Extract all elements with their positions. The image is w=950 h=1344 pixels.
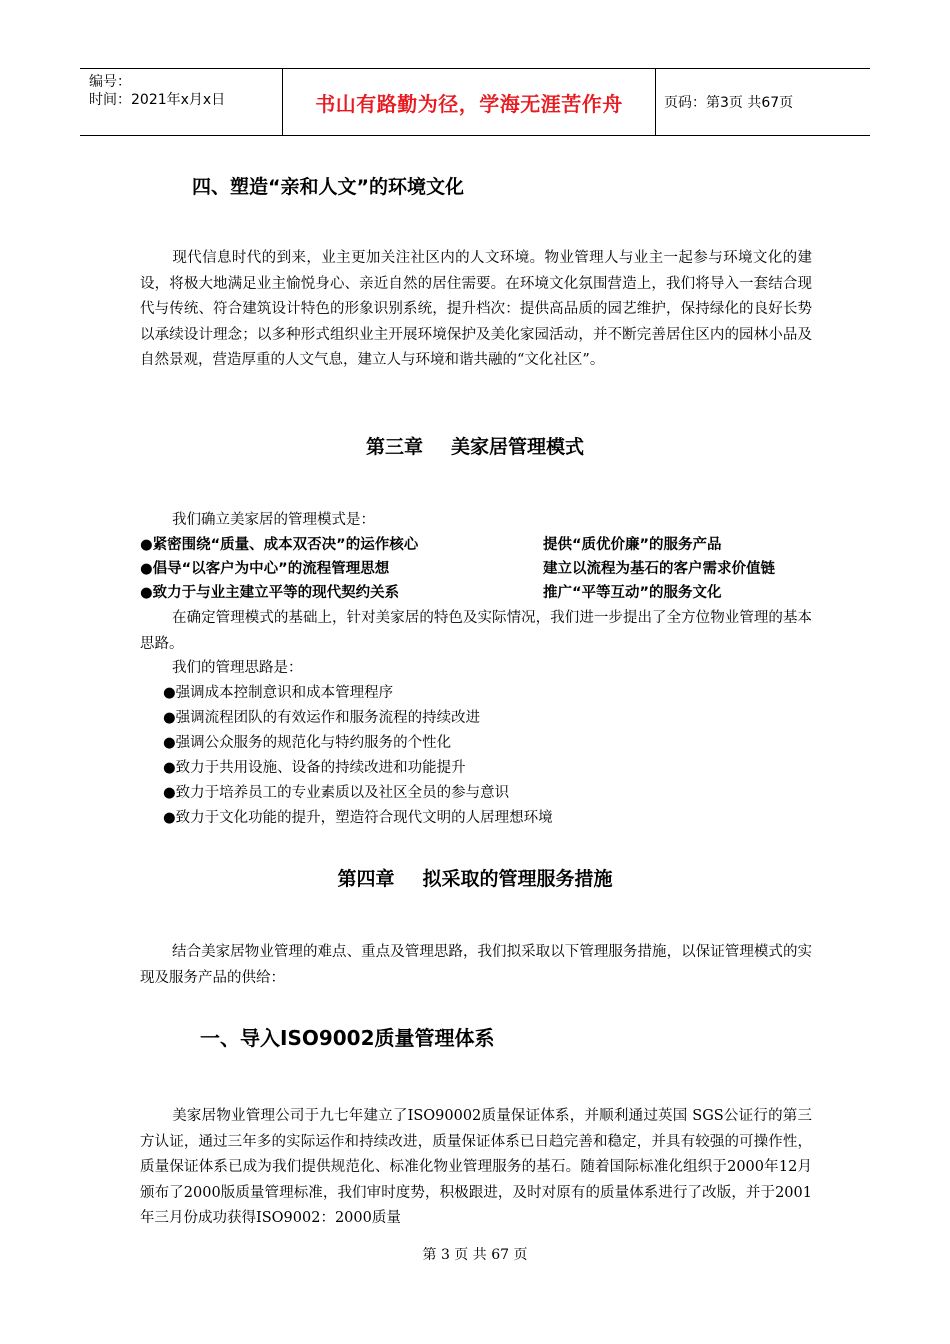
mode-row [140, 581, 820, 605]
thinking-list-item: ●致力于培养员工的专业素质以及社区全员的参与意识 [163, 785, 510, 801]
thinking-list-item: ●强调成本控制意识和成本管理程序 [163, 685, 394, 701]
page-header [80, 68, 870, 136]
thinking-list-item: ●强调流程团队的有效运作和服务流程的持续改进 [163, 710, 481, 726]
header-page-info-cell [656, 69, 870, 135]
chapter4-title: 拟采取的管理服务措施 [422, 868, 613, 890]
chapter4-number: 第四章 [337, 868, 395, 890]
section1-paragraph: 美家居物业管理公司于九七年建立了ISO90002质量保证体系，并顺利通过英国 SGS公证行的第三方认证，通过三年多的实际运作和持续改进，质量保证体系已日趋完善和稳定，并具有较强的可操作性，质量保证体系已成为我们提供规范化、标准化物业管理服务的基石。随着国际标准化组织于2000年12月颁布了2000版质量管理标准，我们审时度势，积极跟进，及时对原有的质量体系进行了改版，并于2001年三月份成功获得ISO9002：2000质量 [140, 1108, 812, 1226]
header-left-cell [80, 69, 282, 135]
thinking-list-item: ●致力于共用设施、设备的持续改进和功能提升 [163, 760, 466, 776]
chapter3-title: 美家居管理模式 [451, 436, 585, 458]
mode-left: ●倡导“以客户为中心”的流程管理思想 [140, 561, 390, 577]
chapter3-basis-paragraph: 在确定管理模式的基础上，针对美家居的特色及实际情况，我们进一步提出了全方位物业管理的基本思路。 [140, 610, 812, 652]
header-motto: 书山有路勤为径，学海无涯苦作舟 [315, 91, 623, 116]
header-date-label: 时间：2021年x月x日 [89, 92, 226, 108]
section1-heading: 一、导入ISO9002质量管理体系 [200, 1026, 495, 1050]
mode-right: 提供“质优价廉”的服务产品 [543, 537, 722, 553]
chapter3-intro: 我们确立美家居的管理模式是： [172, 512, 375, 528]
thinking-list-item: ●强调公众服务的规范化与特约服务的个性化 [163, 735, 452, 751]
mode-row [140, 557, 820, 581]
thinking-list-item: ●致力于文化功能的提升，塑造符合现代文明的人居理想环境 [163, 810, 553, 826]
mode-left: ●致力于与业主建立平等的现代契约关系 [140, 585, 400, 601]
chapter3-thinking-intro: 我们的管理思路是： [172, 660, 303, 676]
page-footer: 第 3 页 共 67 页 [422, 1247, 528, 1263]
mode-right: 建立以流程为基石的客户需求价值链 [543, 561, 775, 577]
chapter4-paragraph: 结合美家居物业管理的难点、重点及管理思路，我们拟采取以下管理服务措施，以保证管理模式的实现及服务产品的供给： [140, 944, 812, 986]
section4-paragraph: 现代信息时代的到来，业主更加关注社区内的人文环境。物业管理人与业主一起参与环境文化的建设，将极大地满足业主愉悦身心、亲近自然的居住需要。在环境文化氛围营造上，我们将导入一套结合现代与传统、符合建筑设计特色的形象识别系统，提升档次：提供高品质的园艺维护，保持绿化的良好长势以承续设计理念；以多种形式组织业主开展环境保护及美化家园活动，并不断完善居住区内的园林小品及自然景观，营造厚重的人文气息，建立人与环境和谐共融的“文化社区”。 [140, 250, 812, 368]
section4-heading: 四、塑造“亲和人文”的环境文化 [192, 176, 464, 198]
header-page-info: 页码：第3页 共67页 [664, 95, 794, 111]
mode-right: 推广“平等互动”的服务文化 [543, 585, 722, 601]
chapter3-number: 第三章 [365, 436, 423, 458]
mode-row [140, 533, 820, 557]
mode-left: ●紧密围绕“质量、成本双否决”的运作核心 [140, 537, 419, 553]
chapter4-heading [0, 864, 950, 891]
header-number-label: 编号： [89, 74, 131, 90]
header-motto-cell [282, 69, 656, 135]
chapter3-heading [0, 432, 950, 459]
